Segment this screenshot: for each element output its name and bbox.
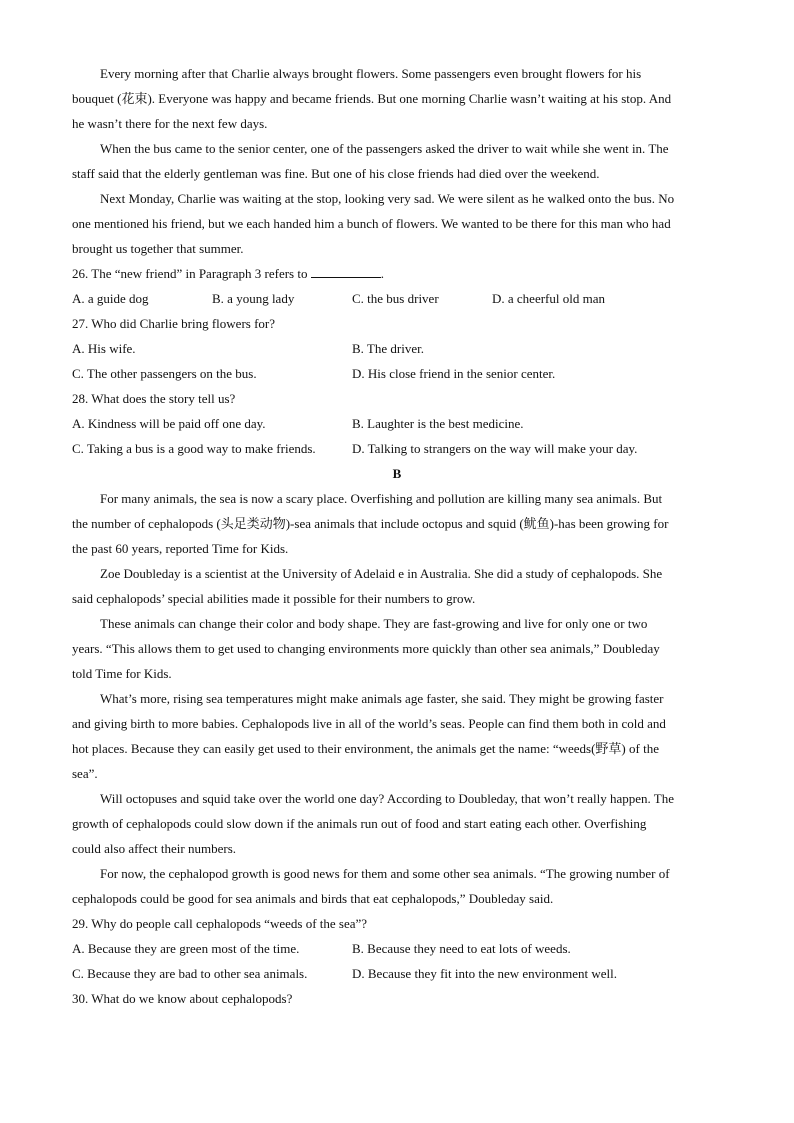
text-line: the number of cephalopods (头足类动物)-sea animals that include octopus and squid (鱿鱼)-has been growing for xyxy=(72,516,669,531)
question-26-stem xyxy=(72,261,722,286)
question-28-stem: 28. What does the story tell us? xyxy=(72,391,236,406)
option-b[interactable]: B. Because they need to eat lots of weeds. xyxy=(352,941,571,956)
text-line: one mentioned his friend, but we each handed him a bunch of flowers. We wanted to be there for this man who had xyxy=(72,216,671,231)
question-26-options xyxy=(72,286,722,311)
text-line: sea”. xyxy=(72,766,98,781)
option-d[interactable]: D. Talking to strangers on the way will make your day. xyxy=(352,441,638,456)
text-line: told Time for Kids. xyxy=(72,666,172,681)
question-27-options-row2 xyxy=(72,361,722,386)
text-line: bouquet (花束). Everyone was happy and became friends. But one morning Charlie wasn’t waiting at his stop. And xyxy=(72,91,672,106)
option-c[interactable]: C. Taking a bus is a good way to make friends. xyxy=(72,441,316,456)
question-29-stem: 29. Why do people call cephalopods “weeds of the sea”? xyxy=(72,916,368,931)
option-b[interactable]: B. The driver. xyxy=(352,341,424,356)
text-line: What’s more, rising sea temperatures might make animals age faster, she said. They might be growing faster xyxy=(100,691,664,706)
text-line: years. “This allows them to get used to changing environments more quickly than other sea animals,” Doubleday xyxy=(72,641,660,656)
option-b[interactable]: B. Laughter is the best medicine. xyxy=(352,416,524,431)
text-line: and giving birth to more babies. Cephalopods live in all of the world’s seas. People can find them both in cold and xyxy=(72,716,666,731)
text-line: cephalopods could be good for sea animals and birds that eat cephalopods,” Doubleday said. xyxy=(72,891,554,906)
questions-a xyxy=(72,261,722,461)
questions-b xyxy=(72,911,722,1011)
option-d[interactable]: D. Because they fit into the new environment well. xyxy=(352,966,617,981)
question-28-options-row2 xyxy=(72,436,722,461)
option-d[interactable]: D. a cheerful old man xyxy=(492,291,605,306)
exam-page xyxy=(72,61,722,1011)
question-28-options-row1 xyxy=(72,411,722,436)
text-line: Will octopuses and squid take over the world one day? According to Doubleday, that won’t really happen. The xyxy=(100,791,674,806)
option-b[interactable]: B. a young lady xyxy=(212,291,295,306)
option-c[interactable]: C. Because they are bad to other sea animals. xyxy=(72,966,308,981)
text-line: could also affect their numbers. xyxy=(72,841,237,856)
option-a[interactable]: A. Kindness will be paid off one day. xyxy=(72,416,266,431)
question-27-options-row1 xyxy=(72,336,722,361)
text-line: Next Monday, Charlie was waiting at the stop, looking very sad. We were silent as he walked onto the bus. No xyxy=(100,191,675,206)
answer-blank xyxy=(311,263,381,278)
question-stem-text: 26. The “new friend” in Paragraph 3 refers to xyxy=(72,266,308,281)
text-line: said cephalopods’ special abilities made it possible for their numbers to grow. xyxy=(72,591,476,606)
question-29-options-row2 xyxy=(72,961,722,986)
text-line: Every morning after that Charlie always brought flowers. Some passengers even brought flowers for his xyxy=(100,66,642,81)
text-line: he wasn’t there for the next few days. xyxy=(72,116,268,131)
option-a[interactable]: A. a guide dog xyxy=(72,291,149,306)
option-a[interactable]: A. Because they are green most of the time. xyxy=(72,941,300,956)
text-line: For many animals, the sea is now a scary place. Overfishing and pollution are killing many sea animals. But xyxy=(100,491,663,506)
text-line: For now, the cephalopod growth is good news for them and some other sea animals. “The growing number of xyxy=(100,866,670,881)
option-a[interactable]: A. His wife. xyxy=(72,341,136,356)
text-line: These animals can change their color and body shape. They are fast-growing and live for only one or two xyxy=(100,616,648,631)
question-29-options-row1 xyxy=(72,936,722,961)
text-line: the past 60 years, reported Time for Kids. xyxy=(72,541,289,556)
question-27-stem: 27. Who did Charlie bring flowers for? xyxy=(72,316,276,331)
text-line: brought us together that summer. xyxy=(72,241,244,256)
text-line: hot places. Because they can easily get used to their environment, the animals get the name: “weeds(野草) of the xyxy=(72,741,659,756)
passage-b xyxy=(72,486,722,911)
section-b-title: B xyxy=(392,466,402,481)
question-30-stem: 30. What do we know about cephalopods? xyxy=(72,991,293,1006)
text-line: When the bus came to the senior center, one of the passengers asked the driver to wait while she went in. The xyxy=(100,141,669,156)
passage-a xyxy=(72,61,722,261)
option-d[interactable]: D. His close friend in the senior center. xyxy=(352,366,556,381)
text-line: staff said that the elderly gentleman was fine. But one of his close friends had died over the weekend. xyxy=(72,166,600,181)
text-line: Zoe Doubleday is a scientist at the University of Adelaid e in Australia. She did a study of cephalopods. She xyxy=(100,566,663,581)
option-c[interactable]: C. The other passengers on the bus. xyxy=(72,366,257,381)
text-line: growth of cephalopods could slow down if the animals run out of food and start eating each other. Overfishing xyxy=(72,816,647,831)
option-c[interactable]: C. the bus driver xyxy=(352,291,439,306)
question-stem-end: . xyxy=(380,266,384,281)
